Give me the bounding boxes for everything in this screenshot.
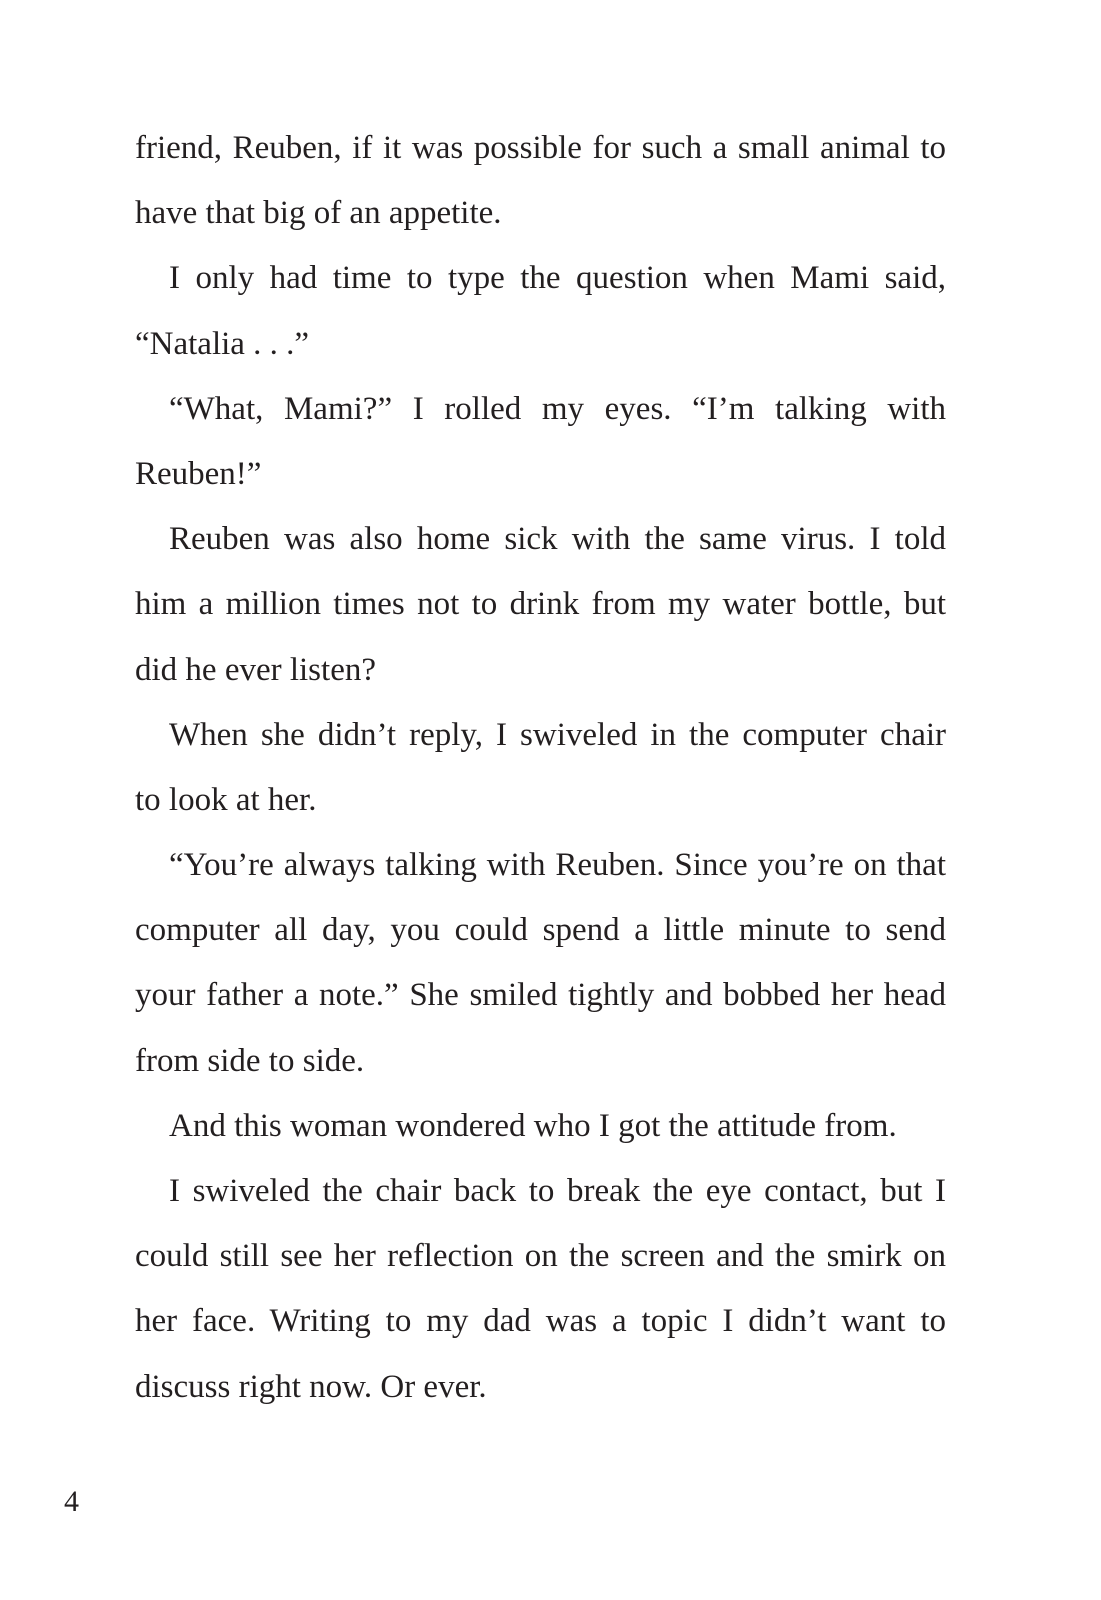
text-line: Reuben was also home sick with the same virus. I told bbox=[169, 521, 946, 558]
text-line: “What, Mami?” I rolled my eyes. “I’m talking with bbox=[169, 390, 946, 427]
text-line: your father a note.” She smiled tightly and bobbed her head bbox=[135, 977, 946, 1014]
text-line: I swiveled the chair back to break the eye contact, but I bbox=[169, 1173, 946, 1209]
text-line: to look at her. bbox=[135, 781, 317, 818]
text-line: discuss right now. Or ever. bbox=[135, 1368, 487, 1405]
body-text bbox=[135, 116, 946, 1420]
text-line: friend, Reuben, if it was possible for such a small animal to bbox=[135, 130, 946, 166]
text-line: her face. Writing to my dad was a topic I didn’t want to bbox=[135, 1303, 946, 1340]
text-line: did he ever listen? bbox=[135, 651, 376, 688]
text-line: When she didn’t reply, I swiveled in the computer chair bbox=[169, 716, 946, 753]
text-line: him a million times not to drink from my water bottle, but bbox=[135, 586, 946, 623]
text-line: And this woman wondered who I got the attitude from. bbox=[169, 1107, 897, 1144]
page-number: 4 bbox=[64, 1485, 79, 1518]
text-line: from side to side. bbox=[135, 1042, 365, 1079]
text-line: I only had time to type the question when Mami said, bbox=[169, 260, 946, 297]
text-line: computer all day, you could spend a little minute to send bbox=[135, 912, 946, 949]
text-line: “Natalia . . .” bbox=[135, 325, 310, 362]
text-line: have that big of an appetite. bbox=[135, 195, 502, 232]
text-line: could still see her reflection on the screen and the smirk on bbox=[135, 1238, 946, 1275]
text-line: “You’re always talking with Reuben. Since you’re on that bbox=[169, 847, 946, 884]
text-line: Reuben!” bbox=[135, 455, 262, 492]
